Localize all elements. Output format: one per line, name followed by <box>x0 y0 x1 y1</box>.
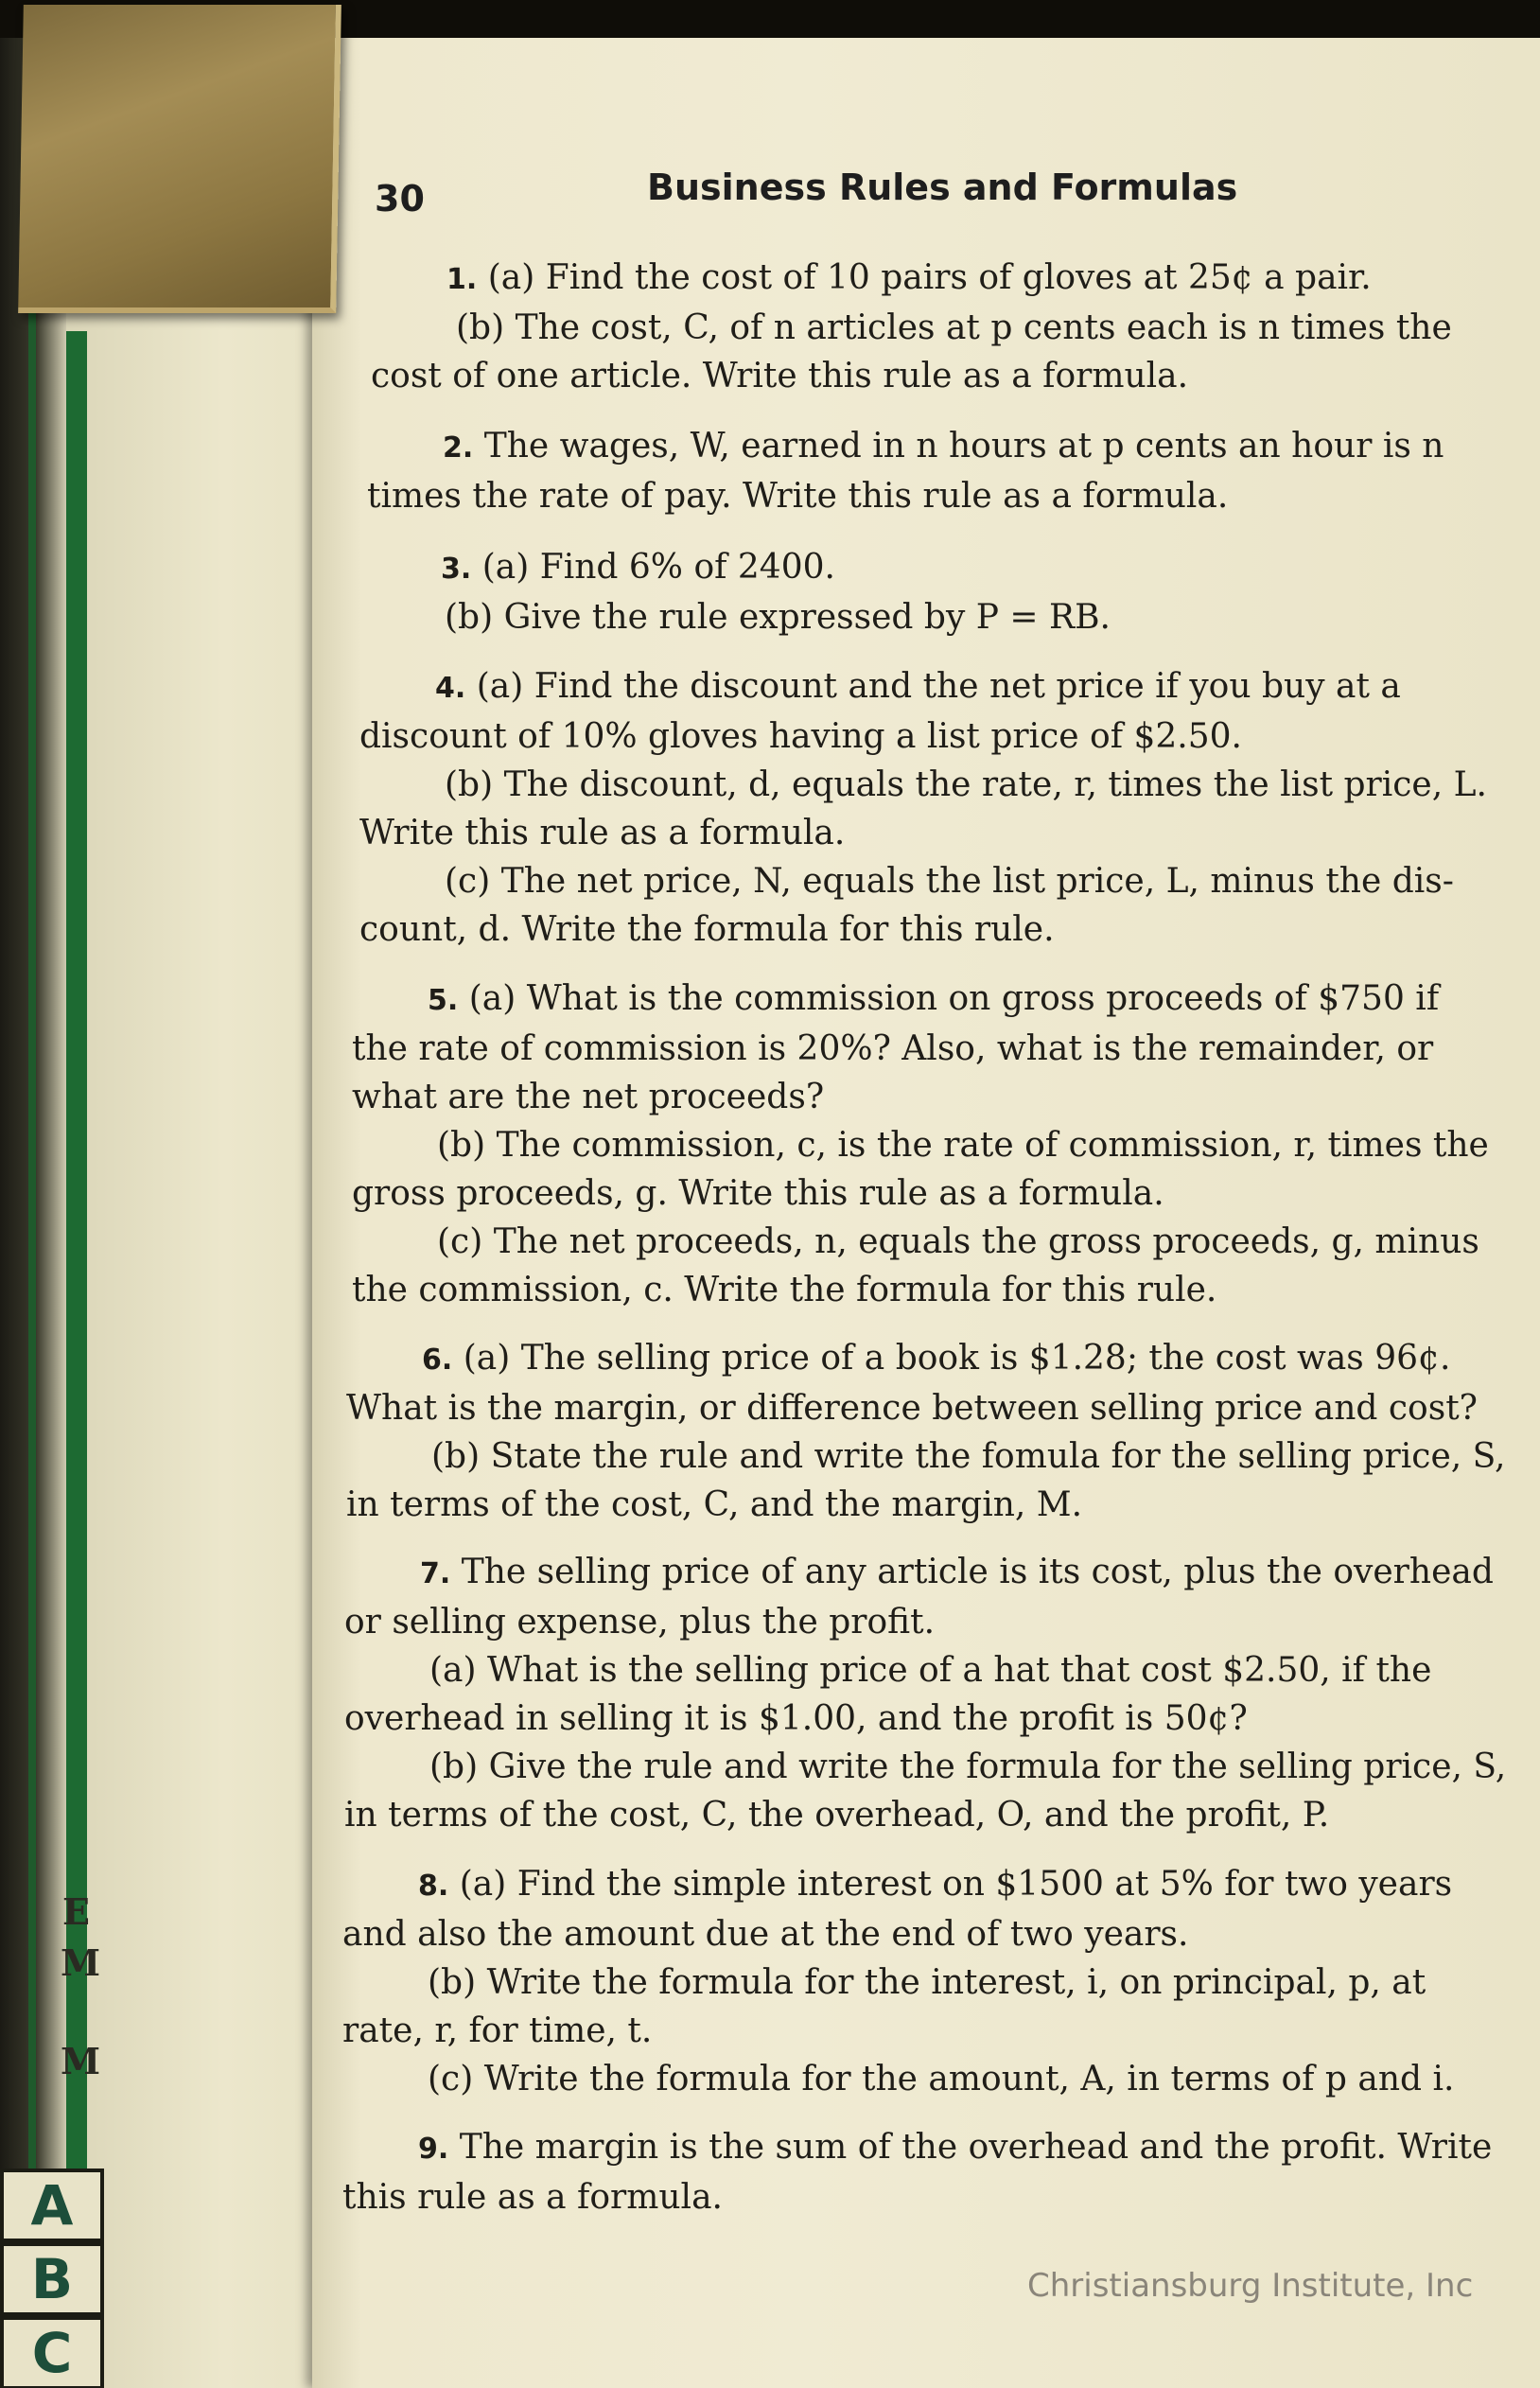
problem-line: Write this rule as a formula. <box>359 814 846 852</box>
problem-number: 1. <box>446 263 478 296</box>
problem-5 <box>352 975 1489 1314</box>
side-letter: E <box>62 1890 90 1933</box>
problem-2 <box>367 422 1493 520</box>
problem-number: 8. <box>418 1870 449 1903</box>
problem-line: The margin is the sum of the overhead and the profit. Write <box>459 2128 1493 2167</box>
gold-tab <box>18 5 341 313</box>
page-number: 30 <box>375 178 425 219</box>
running-head: Business Rules and Formulas <box>647 167 1238 208</box>
problem-number: 7. <box>420 1557 451 1590</box>
problem-line: (a) The selling price of a book is $1.28; the cost was 96¢. <box>463 1339 1451 1378</box>
problem-line: in terms of the cost, C, and the margin, M. <box>346 1485 1083 1524</box>
problem-line: (b) Give the rule expressed by P = RB. <box>445 598 1111 637</box>
problem-line: The wages, W, earned in n hours at p cents an hour is n <box>483 427 1444 465</box>
problem-line: in terms of the cost, C, the overhead, O, and the profit, P. <box>344 1796 1330 1835</box>
problem-7 <box>344 1548 1507 1839</box>
problem-line: (c) The net price, N, equals the list price, L, minus the dis- <box>445 862 1454 901</box>
problem-line: (b) The commission, c, is the rate of commission, r, times the <box>437 1126 1489 1165</box>
watermark: Christiansburg Institute, Inc <box>1027 2267 1474 2305</box>
problem-line: or selling expense, plus the profit. <box>344 1603 936 1642</box>
problem-line: times the rate of pay. Write this rule as a formula. <box>367 477 1229 516</box>
problem-line: the commission, c. Write the formula for this rule. <box>352 1271 1217 1309</box>
problem-line: the rate of commission is 20%? Also, what is the remainder, or <box>352 1029 1434 1068</box>
side-tab: A <box>0 2169 104 2242</box>
problem-6 <box>346 1334 1506 1529</box>
problem-line: (b) Write the formula for the interest, i, on principal, p, at <box>428 1963 1426 2002</box>
side-tab: C <box>0 2316 104 2388</box>
problem-number: 2. <box>443 431 474 465</box>
problem-line: gross proceeds, g. Write this rule as a formula. <box>352 1174 1164 1213</box>
problem-line: (a) What is the selling price of a hat that cost $2.50, if the <box>429 1651 1432 1690</box>
problem-line: (a) What is the commission on gross proceeds of $750 if <box>468 979 1440 1018</box>
side-letter: M <box>61 2040 101 2082</box>
problem-line: (c) Write the formula for the amount, A, in terms of p and i. <box>428 2060 1455 2098</box>
problem-line: (b) Give the rule and write the formula for the selling price, S, <box>429 1747 1507 1786</box>
problem-line: and also the amount due at the end of two years. <box>342 1915 1189 1954</box>
problem-number: 6. <box>422 1343 453 1377</box>
problem-line: (c) The net proceeds, n, equals the gross proceeds, g, minus <box>437 1222 1479 1261</box>
problem-1 <box>371 254 1496 400</box>
problem-number: 3. <box>441 553 472 586</box>
problem-4 <box>359 662 1485 954</box>
problem-line: The selling price of any article is its cost, plus the overhead <box>461 1553 1494 1591</box>
problem-line: (a) Find 6% of 2400. <box>481 548 835 587</box>
problem-line: this rule as a formula. <box>342 2178 723 2217</box>
problem-9 <box>342 2123 1493 2221</box>
problem-line: count, d. Write the formula for this rule. <box>359 910 1055 949</box>
problem-line: (b) The discount, d, equals the rate, r, times the list price, L. <box>445 765 1487 804</box>
problem-number: 9. <box>418 2133 449 2166</box>
problem-number: 4. <box>435 672 466 705</box>
problem-line: What is the margin, or difference between selling price and cost? <box>346 1389 1478 1428</box>
problem-line: (b) State the rule and write the fomula for the selling price, S, <box>431 1437 1506 1476</box>
side-letter: M <box>61 1941 101 1984</box>
problem-line: (a) Find the cost of 10 pairs of gloves at 25¢ a pair. <box>487 258 1372 297</box>
problem-line: (a) Find the simple interest on $1500 at 5% for two years <box>459 1865 1453 1904</box>
problem-line: rate, r, for time, t. <box>342 2011 653 2050</box>
problem-line: discount of 10% gloves having a list price of $2.50. <box>359 717 1242 756</box>
problem-number: 5. <box>428 984 459 1017</box>
problem-8 <box>342 1860 1468 2103</box>
side-tab: B <box>0 2242 104 2316</box>
problem-line: (a) Find the discount and the net price if you buy at a <box>476 667 1401 706</box>
problem-line: overhead in selling it is $1.00, and the profit is 50¢? <box>344 1699 1248 1738</box>
spine-green-line <box>28 0 36 2388</box>
problem-line: cost of one article. Write this rule as a formula. <box>371 357 1189 395</box>
problem-3 <box>365 543 1491 641</box>
problem-line: what are the net proceeds? <box>352 1078 825 1116</box>
problem-line: (b) The cost, C, of n articles at p cents each is n times the <box>456 308 1452 347</box>
